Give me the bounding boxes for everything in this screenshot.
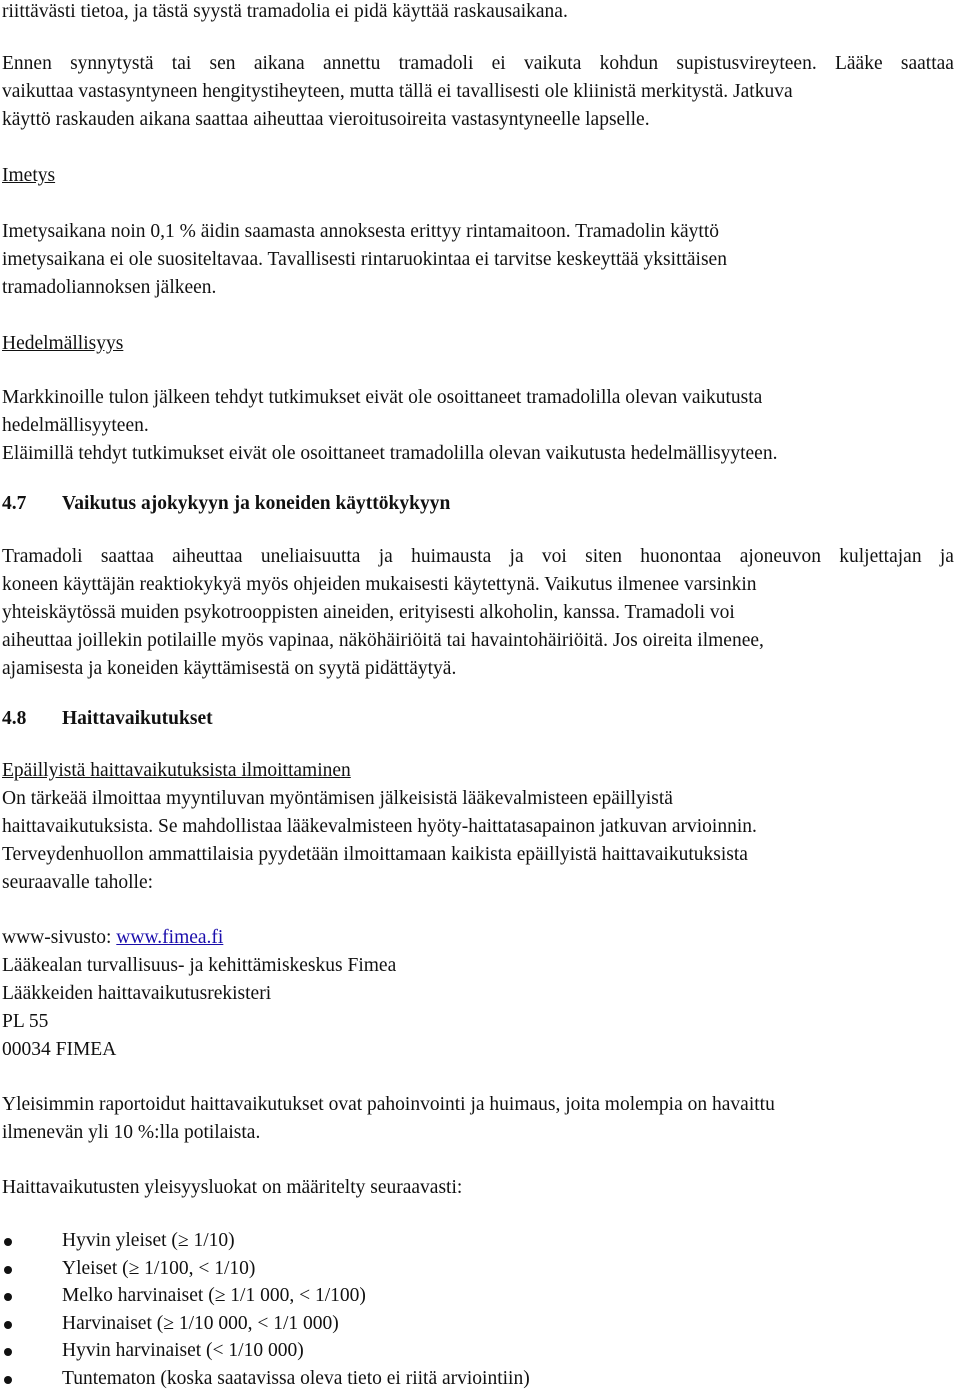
website-line [2, 926, 223, 950]
paragraph-line: imetysaikana ei ole suositeltavaa. Tavallisesti rintaruokintaa ei tarvitse keskeyttää yksittäisen [2, 249, 727, 270]
section-heading-imetys: Imetys [2, 165, 56, 186]
section-number: 4.7 [2, 493, 27, 514]
fimea-link[interactable]: www.fimea.fi [116, 927, 224, 948]
paragraph-line: Eläimillä tehdyt tutkimukset eivät ole osoittaneet tramadolilla olevan vaikutusta hedelmällisyyteen. [2, 443, 778, 464]
bullet-icon [4, 1376, 12, 1384]
list-item-label: Hyvin harvinaiset (< 1/10 000) [62, 1340, 304, 1361]
paragraph-line: aiheuttaa joillekin potilaille myös vapinaa, näköhäiriöitä tai havaintohäiriöitä. Jos oireita ilmenee, [2, 630, 764, 651]
paragraph-line: käyttö raskauden aikana saattaa aiheuttaa vieroitusoireita vastasyntyneelle lapselle. [2, 109, 650, 130]
paragraph-line: hedelmällisyyteen. [2, 415, 149, 436]
paragraph-line: koneen käyttäjän reaktiokykyä myös ohjeiden mukaisesti käytettynä. Vaikutus ilmenee varsinkin [2, 574, 757, 595]
address-line: 00034 FIMEA [2, 1039, 117, 1060]
paragraph-line: yhteiskäytössä muiden psykotrooppisten aineiden, erityisesti alkoholin, kanssa. Tramadoli voi [2, 602, 735, 623]
paragraph-line: Haittavaikutusten yleisyysluokat on määritelty seuraavasti: [2, 1177, 463, 1198]
website-label: www-sivusto: [2, 927, 117, 948]
paragraph-line: Tramadoli saattaa aiheuttaa uneliaisuutta ja huimausta ja voi siten huonontaa ajoneuvon kuljettajan ja [2, 546, 954, 567]
section-title: Vaikutus ajokykyyn ja koneiden käyttökykyyn [62, 493, 451, 514]
paragraph-line: Yleisimmin raportoidut haittavaikutukset ovat pahoinvointi ja huimaus, joita molempia on havaittu [2, 1094, 775, 1115]
bullet-icon [4, 1238, 12, 1246]
section-title: Haittavaikutukset [62, 708, 213, 729]
paragraph-line: ilmenevän yli 10 %:lla potilaista. [2, 1122, 261, 1143]
list-item-label: Tuntematon (koska saatavissa oleva tieto ei riitä arviointiin) [62, 1367, 530, 1389]
bullet-icon [4, 1321, 12, 1329]
bullet-icon [4, 1348, 12, 1356]
paragraph-line: On tärkeää ilmoittaa myyntiluvan myöntämisen jälkeisistä lääkevalmisteen epäillyistä [2, 788, 673, 809]
address-line: Lääkealan turvallisuus- ja kehittämiskeskus Fimea [2, 955, 397, 976]
paragraph-line: vaikuttaa vastasyntyneen hengitystiheyteen, mutta tällä ei tavallisesti ole kliinistä merkitystä. Jatkuva [2, 81, 793, 102]
subheading-reporting: Epäillyistä haittavaikutuksista ilmoittaminen [2, 760, 351, 781]
paragraph-line: riittävästi tietoa, ja tästä syystä tramadolia ei pidä käyttää raskausaikana. [2, 1, 568, 22]
list-item-label: Harvinaiset (≥ 1/10 000, < 1/1 000) [62, 1312, 339, 1334]
paragraph-line: Ennen synnytystä tai sen aikana annettu tramadoli ei vaikuta kohdun supistusvireyteen. Lääke saattaa [2, 53, 954, 74]
list-item-label: Hyvin yleiset (≥ 1/10) [62, 1230, 235, 1251]
section-number: 4.8 [2, 708, 27, 729]
paragraph-line: seuraavalle taholle: [2, 872, 154, 893]
address-line: Lääkkeiden haittavaikutusrekisteri [2, 983, 272, 1004]
paragraph-line: Terveydenhuollon ammattilaisia pyydetään ilmoittamaan kaikista epäillyistä haittavaikutuksista [2, 844, 748, 865]
paragraph-line: tramadoliannoksen jälkeen. [2, 277, 217, 298]
section-heading-4-8 [2, 707, 213, 731]
paragraph-line: Markkinoille tulon jälkeen tehdyt tutkimukset eivät ole osoittaneet tramadolilla olevan vaikutusta [2, 387, 763, 408]
section-heading-hedelmallisyys: Hedelmällisyys [2, 333, 124, 354]
list-item-label: Melko harvinaiset (≥ 1/1 000, < 1/100) [62, 1285, 366, 1306]
paragraph-line: ajamisesta ja koneiden käyttämisestä on syytä pidättäytyä. [2, 658, 457, 679]
paragraph-line: haittavaikutuksista. Se mahdollistaa lääkevalmisteen hyöty-haittatasapainon jatkuvan arvioinnin. [2, 816, 757, 837]
list-item-label: Yleiset (≥ 1/100, < 1/10) [62, 1257, 256, 1279]
section-heading-4-7 [2, 492, 450, 516]
bullet-icon [4, 1293, 12, 1301]
address-line: PL 55 [2, 1011, 49, 1032]
bullet-icon [4, 1266, 12, 1274]
paragraph-line: Imetysaikana noin 0,1 % äidin saamasta annoksesta erittyy rintamaitoon. Tramadolin käyttö [2, 221, 720, 242]
